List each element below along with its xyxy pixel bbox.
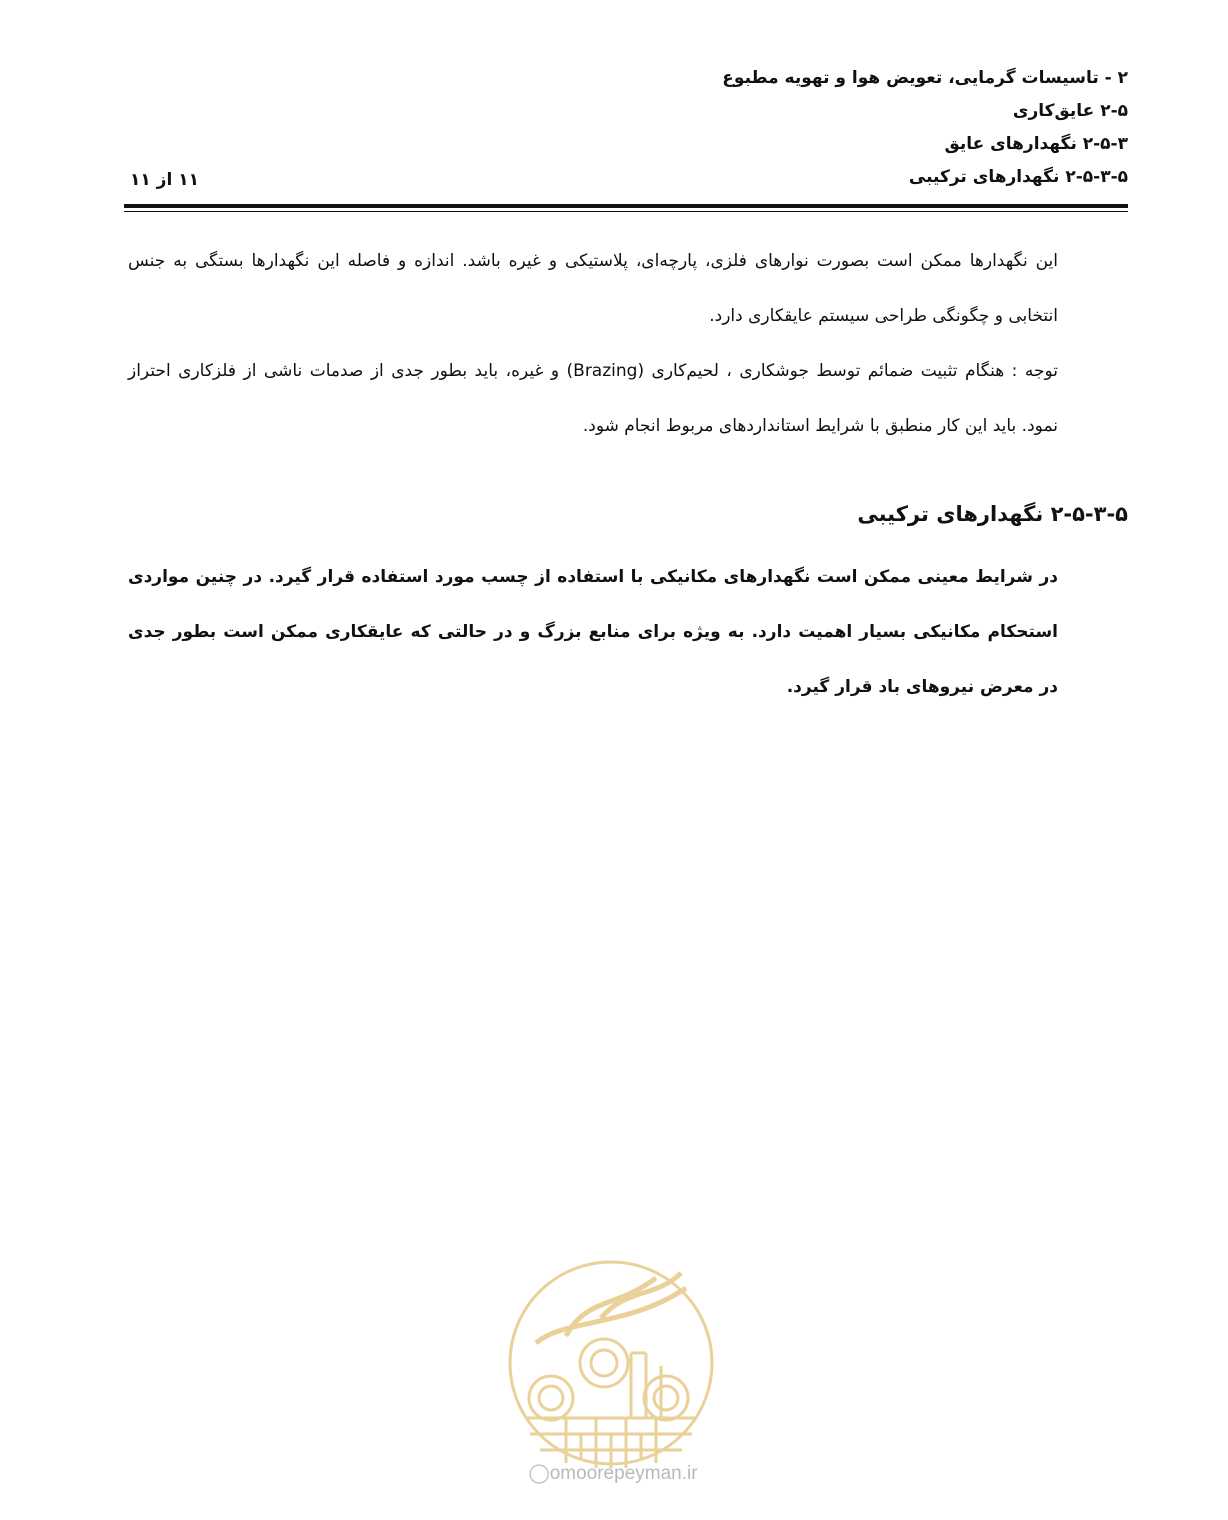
body-paragraph-1: [128, 234, 1058, 344]
watermark-url-text: omoorepeyman.ir: [549, 1463, 698, 1484]
body-paragraph-3: [128, 550, 1058, 715]
header-divider-thin: [124, 211, 1128, 212]
header-subsection: ۲-۵-۳ نگهدارهای عایق: [944, 134, 1128, 154]
header-divider-thick: [124, 204, 1128, 208]
header-section: ۲-۵ عایق‌کاری: [1012, 101, 1128, 121]
paragraph-text: در شرایط معینی ممکن است نگهدارهای مکانیکی با استفاده از چسب مورد استفاده قرار گیرد. در چنین مواردی استحکام مکانیکی بسیار اهمیت دارد. به ویژه برای منابع بزرگ و در حالتی که عایقکاری ممکن است بطور جدی در معرض نیروهای باد قرار گیرد.: [128, 567, 1058, 697]
logo-emblem-icon: [506, 1258, 716, 1468]
page-header: [124, 62, 1128, 202]
section-heading: ۲-۵-۳-۵ نگهدارهای ترکیبی: [857, 502, 1128, 526]
globe-icon: ◯: [528, 1463, 550, 1484]
header-breadcrumb: [722, 62, 1128, 194]
watermark-url: [508, 1462, 718, 1485]
page-number: ۱۱ از ۱۱: [130, 170, 199, 190]
header-current-topic: ۲-۵-۳-۵ نگهدارهای ترکیبی: [908, 167, 1128, 187]
header-chapter: ۲ - تاسیسات گرمایی، تعویض هوا و تهویه مطبوع: [722, 68, 1128, 88]
paragraph-text: این نگهدارها ممکن است بصورت نوارهای فلزی، پارچه‌ای، پلاستیکی و غیره باشد. اندازه و فاصله این نگهدارها بستگی به جنس انتخابی و چگونگی طراحی سیستم عایقکاری دارد.: [128, 251, 1058, 326]
body-paragraph-note: [128, 344, 1058, 454]
note-text: توجه : هنگام تثبیت ضمائم توسط جوشکاری ، لحیم‌کاری (Brazing) و غیره، باید بطور جدی از صدمات ناشی از فلزکاری احتراز نمود. باید این کار منطبق با شرایط استانداردهای مربوط انجام شود.: [128, 361, 1058, 436]
watermark-logo: [506, 1258, 716, 1468]
